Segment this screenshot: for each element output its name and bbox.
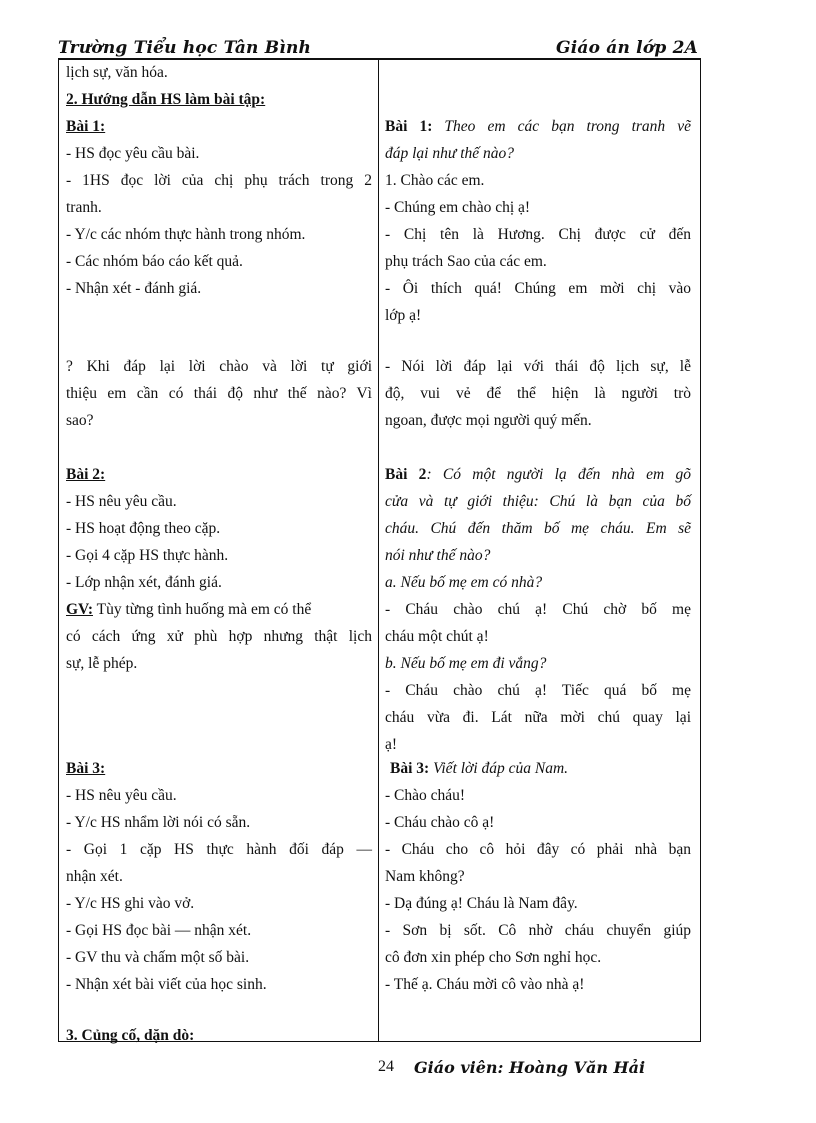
text-line: cháu. Chú đến thăm bố mẹ cháu. Em sẽ	[385, 520, 691, 537]
text-line: - Dạ đúng ạ! Cháu là Nam đây.	[385, 895, 578, 912]
text-line: tranh.	[66, 199, 102, 216]
exercise-prompt: : Có một người lạ đến nhà em gõ	[426, 466, 691, 483]
exercise-heading: Bài 3:	[66, 760, 106, 777]
text-line: phụ trách Sao của các em.	[385, 253, 547, 270]
exercise-label: Bài 2	[385, 466, 427, 483]
text-line: - Y/c các nhóm thực hành trong nhóm.	[66, 226, 306, 243]
text-line: - Cháu chào chú ạ! Chú chờ bố mẹ	[385, 601, 691, 618]
text-line: - HS đọc yêu cầu bài.	[66, 145, 200, 162]
text-line: - Nhận xét - đánh giá.	[66, 280, 202, 297]
text-line: - Y/c HS ghi vào vở.	[66, 895, 195, 912]
section-heading: 2. Hướng dẫn HS làm bài tập:	[66, 91, 266, 108]
text-line	[66, 597, 372, 623]
text-line: - Cháu chào chú ạ! Tiếc quá bố mẹ	[385, 682, 691, 699]
text-line: - Nói lời đáp lại với thái độ lịch sự, lễ	[385, 358, 691, 375]
text-line: - Lớp nhận xét, đánh giá.	[66, 574, 222, 591]
text-line: - GV thu và chấm một số bài.	[66, 949, 250, 966]
text-line: - Cháu chào cô ạ!	[385, 814, 495, 831]
text-line	[390, 756, 691, 782]
text-line: cô đơn xin phép cho Sơn nghỉ học.	[385, 949, 602, 966]
header-class-plan: Giáo án lớp 2A	[556, 38, 698, 58]
text-line: - Chào cháu!	[385, 787, 466, 804]
exercise-prompt: Theo em các bạn trong tranh vẽ	[432, 118, 691, 135]
text-line: - HS nêu yêu cầu.	[66, 787, 177, 804]
exercise-heading: Bài 2:	[66, 466, 106, 483]
text-line: thiệu em cần có thái độ như thế nào? Vì	[66, 385, 372, 402]
text-line: lịch sự, văn hóa.	[66, 64, 168, 81]
text-line: cháu vừa đi. Lát nữa mời chú quay lại	[385, 709, 691, 726]
text-line: ? Khi đáp lại lời chào và lời tự giới	[66, 358, 372, 375]
text-line: - Thế ạ. Cháu mời cô vào nhà ạ!	[385, 976, 585, 993]
text-line: ạ!	[385, 736, 398, 753]
text-line: nói như thế nào?	[385, 547, 491, 564]
text-line: - Các nhóm báo cáo kết quả.	[66, 253, 243, 270]
text-line: cửa và tự giới thiệu: Chú là bạn của bố	[385, 493, 691, 510]
text-line: độ, vui vẻ để thể hiện là người trò	[385, 385, 691, 402]
text-line: đáp lại như thế nào?	[385, 145, 515, 162]
header-school: Trường Tiểu học Tân Bình	[58, 38, 312, 58]
section-heading: 3. Củng cố, dặn dò:	[66, 1027, 195, 1044]
text-line: cháu một chút ạ!	[385, 628, 489, 645]
text-line: - Chúng em chào chị ạ!	[385, 199, 531, 216]
gv-text: Tùy từng tình huống mà em có thể	[93, 601, 312, 618]
exercise-label: Bài 1:	[385, 118, 433, 135]
text-line: lớp ạ!	[385, 307, 422, 324]
text-line: sao?	[66, 412, 94, 429]
exercise-label: Bài 3:	[390, 760, 430, 777]
text-line: - Sơn bị sốt. Cô nhờ cháu chuyển giúp	[385, 922, 691, 939]
text-line: - HS nêu yêu cầu.	[66, 493, 177, 510]
text-line: - Chị tên là Hương. Chị được cử đến	[385, 226, 691, 243]
text-line: b. Nếu bố mẹ em đi vắng?	[385, 655, 547, 672]
text-line: - Gọi HS đọc bài — nhận xét.	[66, 922, 252, 939]
column-divider	[378, 58, 379, 1042]
text-line	[385, 462, 691, 488]
text-line: Nam không?	[385, 868, 465, 885]
text-line: 1. Chào các em.	[385, 172, 485, 189]
text-line: - Cháu cho cô hỏi đây có phải nhà bạn	[385, 841, 691, 858]
text-line: - HS hoạt động theo cặp.	[66, 520, 221, 537]
footer-teacher: Giáo viên: Hoàng Văn Hải	[414, 1058, 646, 1077]
text-line: - Gọi 1 cặp HS thực hành đối đáp —	[66, 841, 372, 858]
text-line: - Y/c HS nhẩm lời nói có sẵn.	[66, 814, 251, 831]
text-line: ngoan, được mọi người quý mến.	[385, 412, 592, 429]
text-line: - Ôi thích quá! Chúng em mời chị vào	[385, 280, 691, 297]
text-line: - 1HS đọc lời của chị phụ trách trong 2	[66, 172, 372, 189]
text-line: - Nhận xét bài viết của học sinh.	[66, 976, 267, 993]
exercise-prompt: Viết lời đáp của Nam.	[429, 760, 569, 777]
text-line: sự, lễ phép.	[66, 655, 138, 672]
text-line: nhận xét.	[66, 868, 123, 885]
text-line: - Gọi 4 cặp HS thực hành.	[66, 547, 229, 564]
text-line: a. Nếu bố mẹ em có nhà?	[385, 574, 543, 591]
gv-label: GV:	[66, 601, 93, 618]
text-line: có cách ứng xử phù hợp nhưng thật lịch	[66, 628, 372, 645]
exercise-heading: Bài 1:	[66, 118, 106, 135]
text-line	[385, 114, 691, 140]
page-number: 24	[378, 1058, 394, 1075]
